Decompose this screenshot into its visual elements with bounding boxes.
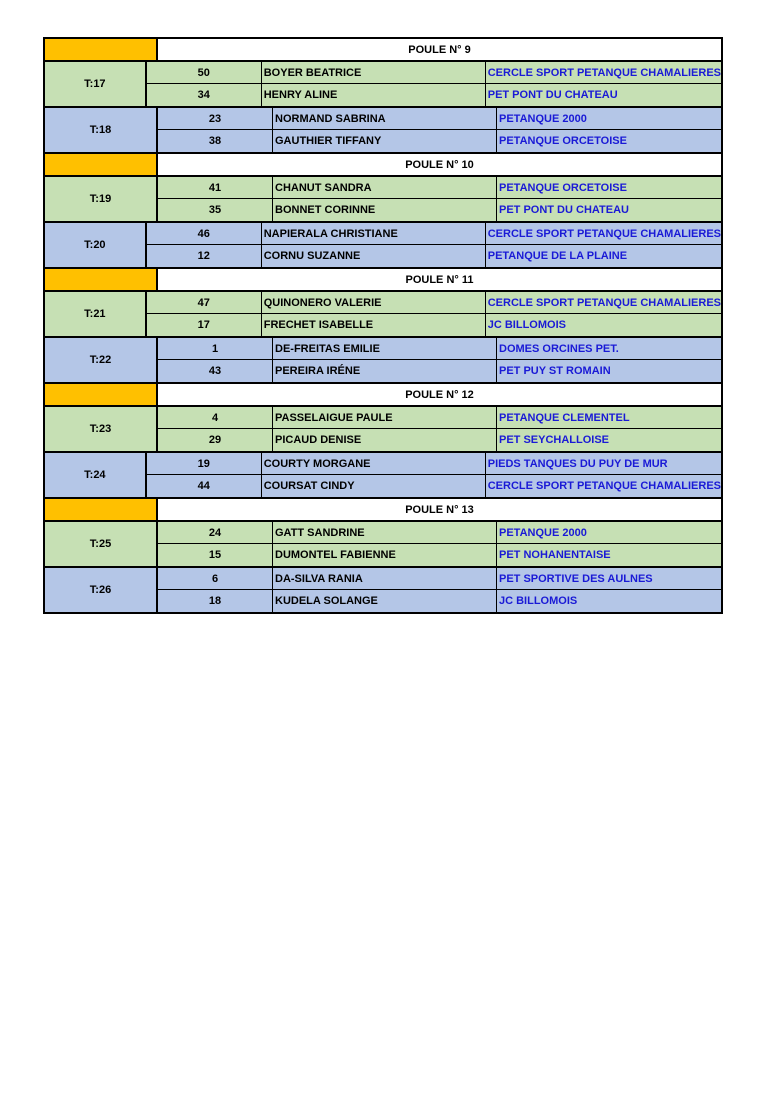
player-number: 4	[158, 407, 273, 428]
player-number: 47	[147, 292, 262, 313]
team-block	[43, 221, 723, 267]
table-row	[147, 451, 723, 474]
player-number: 18	[158, 590, 273, 612]
player-club: PETANQUE ORCETOISE	[497, 130, 723, 152]
pool-header-marker	[43, 267, 158, 290]
team-block	[43, 336, 723, 382]
player-name: PICAUD DENISE	[273, 429, 497, 451]
player-club: CERCLE SPORT PETANQUE CHAMALIERES	[486, 475, 723, 497]
team-players	[147, 451, 723, 497]
pool-title: POULE N° 9	[158, 37, 723, 60]
team-block	[43, 175, 723, 221]
player-number: 23	[158, 108, 273, 129]
player-club: CERCLE SPORT PETANQUE CHAMALIERES	[486, 223, 723, 244]
team-block	[43, 290, 723, 336]
table-row	[158, 405, 723, 428]
player-club: PETANQUE 2000	[497, 522, 723, 543]
pool-title: POULE N° 13	[158, 497, 723, 520]
player-name: DUMONTEL FABIENNE	[273, 544, 497, 566]
player-name: GATT SANDRINE	[273, 522, 497, 543]
pool-header-marker	[43, 37, 158, 60]
player-number: 19	[147, 453, 262, 474]
pool-header	[43, 382, 723, 405]
table-bottom-border	[43, 612, 723, 614]
table-row	[158, 589, 723, 612]
team-block	[43, 405, 723, 451]
player-number: 38	[158, 130, 273, 152]
player-number: 35	[158, 199, 273, 221]
team-label: T:25	[43, 520, 158, 566]
player-club: CERCLE SPORT PETANQUE CHAMALIERES	[486, 62, 723, 83]
player-club: PET SEYCHALLOISE	[497, 429, 723, 451]
table-row	[147, 244, 723, 267]
table-row	[158, 198, 723, 221]
player-name: BONNET CORINNE	[273, 199, 497, 221]
team-label: T:22	[43, 336, 158, 382]
player-name: PEREIRA IRÉNE	[273, 360, 497, 382]
table-row	[147, 290, 723, 313]
player-club: PETANQUE ORCETOISE	[497, 177, 723, 198]
team-label: T:19	[43, 175, 158, 221]
player-name: COURSAT CINDY	[262, 475, 486, 497]
table-row	[158, 359, 723, 382]
table-row	[158, 106, 723, 129]
team-label: T:20	[43, 221, 147, 267]
player-number: 41	[158, 177, 273, 198]
pool-header-marker	[43, 382, 158, 405]
player-name: GAUTHIER TIFFANY	[273, 130, 497, 152]
player-club: PIEDS TANQUES DU PUY DE MUR	[486, 453, 723, 474]
team-label: T:26	[43, 566, 158, 612]
table-row	[158, 566, 723, 589]
team-block	[43, 451, 723, 497]
player-name: QUINONERO VALERIE	[262, 292, 486, 313]
player-club: JC BILLOMOIS	[486, 314, 723, 336]
player-number: 12	[147, 245, 262, 267]
table-row	[158, 129, 723, 152]
player-club: DOMES ORCINES PET.	[497, 338, 723, 359]
pool-title: POULE N° 10	[158, 152, 723, 175]
table-row	[147, 83, 723, 106]
team-players	[158, 405, 723, 451]
player-number: 1	[158, 338, 273, 359]
player-number: 17	[147, 314, 262, 336]
player-name: KUDELA SOLANGE	[273, 590, 497, 612]
player-name: NORMAND SABRINA	[273, 108, 497, 129]
table-row	[158, 428, 723, 451]
team-block	[43, 60, 723, 106]
player-name: BOYER BEATRICE	[262, 62, 486, 83]
player-number: 50	[147, 62, 262, 83]
table-row	[158, 543, 723, 566]
player-club: PETANQUE DE LA PLAINE	[486, 245, 723, 267]
player-club: PETANQUE CLEMENTEL	[497, 407, 723, 428]
pool-title: POULE N° 11	[158, 267, 723, 290]
table-row	[147, 60, 723, 83]
player-number: 43	[158, 360, 273, 382]
player-club: CERCLE SPORT PETANQUE CHAMALIERES	[486, 292, 723, 313]
player-name: COURTY MORGANE	[262, 453, 486, 474]
player-number: 29	[158, 429, 273, 451]
player-name: NAPIERALA CHRISTIANE	[262, 223, 486, 244]
pool-header-marker	[43, 152, 158, 175]
team-label: T:18	[43, 106, 158, 152]
pool-title: POULE N° 12	[158, 382, 723, 405]
player-number: 34	[147, 84, 262, 106]
pool-header	[43, 37, 723, 60]
team-block	[43, 566, 723, 612]
player-name: CHANUT SANDRA	[273, 177, 497, 198]
pool-header-marker	[43, 497, 158, 520]
table-row	[147, 221, 723, 244]
player-number: 46	[147, 223, 262, 244]
table-row	[158, 520, 723, 543]
pool-header	[43, 497, 723, 520]
team-players	[158, 566, 723, 612]
player-name: HENRY ALINE	[262, 84, 486, 106]
team-label: T:23	[43, 405, 158, 451]
team-players	[147, 60, 723, 106]
player-number: 44	[147, 475, 262, 497]
team-block	[43, 106, 723, 152]
player-name: CORNU SUZANNE	[262, 245, 486, 267]
team-players	[158, 175, 723, 221]
team-players	[147, 290, 723, 336]
team-players	[147, 221, 723, 267]
player-name: PASSELAIGUE PAULE	[273, 407, 497, 428]
table-row	[158, 175, 723, 198]
pool-sheet	[43, 37, 723, 614]
player-club: PET PONT DU CHATEAU	[497, 199, 723, 221]
player-club: PET PUY ST ROMAIN	[497, 360, 723, 382]
player-name: DE-FREITAS EMILIE	[273, 338, 497, 359]
player-number: 15	[158, 544, 273, 566]
team-players	[158, 520, 723, 566]
team-label: T:17	[43, 60, 147, 106]
team-label: T:24	[43, 451, 147, 497]
table-row	[147, 474, 723, 497]
player-club: PETANQUE 2000	[497, 108, 723, 129]
table-row	[158, 336, 723, 359]
player-name: DA-SILVA RANIA	[273, 568, 497, 589]
pool-header	[43, 152, 723, 175]
team-players	[158, 106, 723, 152]
player-club: PET SPORTIVE DES AULNES	[497, 568, 723, 589]
team-players	[158, 336, 723, 382]
player-club: PET PONT DU CHATEAU	[486, 84, 723, 106]
player-club: PET NOHANENTAISE	[497, 544, 723, 566]
team-label: T:21	[43, 290, 147, 336]
player-name: FRECHET ISABELLE	[262, 314, 486, 336]
player-number: 24	[158, 522, 273, 543]
player-club: JC BILLOMOIS	[497, 590, 723, 612]
player-number: 6	[158, 568, 273, 589]
table-row	[147, 313, 723, 336]
team-block	[43, 520, 723, 566]
pool-header	[43, 267, 723, 290]
